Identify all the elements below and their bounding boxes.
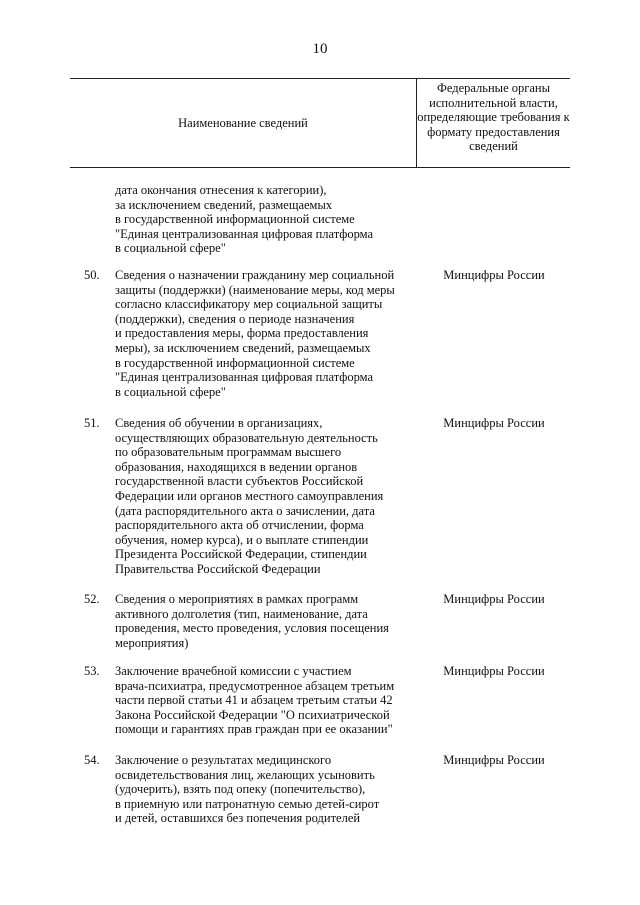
row-description: Сведения о назначении гражданину мер социальной защиты (поддержки) (наименование меры, код меры согласно классификатору мер социальной защиты (поддержки), сведения о периоде назначения и предоставления меры, форма предоставления меры), за исключением сведений, размещаемых в государственной информационной системе "Единая централизованная цифровая платформа в социальной сфере" [115,268,395,399]
header-column-name: Наименование сведений [178,115,308,130]
row-number: 54. [84,753,100,767]
header-column-authority: Федеральные органы исполнительной власти, определяющие требования к формату предоставления сведений [417,81,570,153]
row-authority: Минцифры России [443,416,545,430]
row-number: 51. [84,416,100,430]
row-number: 53. [84,664,100,678]
row-authority: Минцифры России [443,753,545,767]
row-number: 52. [84,592,100,606]
row-number: 50. [84,268,100,282]
row-description: Сведения об обучении в организациях, осуществляющих образовательную деятельность по образовательным программам высшего образования, находящихся в ведении органов государственной власти субъектов Российской Федерации или органов местного самоуправления (дата распорядительного акта о зачислении, дата распорядительного акта об отчислении, форма обучения, номер курса), и о выплате стипендии Президента Российской Федерации, стипендии Правительства Российской Федерации [115,416,384,576]
row-authority: Минцифры России [443,664,545,678]
page-number: 10 [312,41,328,57]
row-description: Заключение врачебной комиссии с участием врача-психиатра, предусмотренное абзацем третьим части первой статьи 41 и абзацем третьим статьи 42 Закона Российской Федерации "О психиатрической помощи и гарантиях прав граждан при ее оказании" [115,664,395,737]
row-authority: Минцифры России [443,592,545,606]
row-authority: Минцифры России [443,268,545,282]
row-description: Заключение о результатах медицинского освидетельствования лиц, желающих усыновить (удочерить), взять под опеку (попечительство), в приемную или патронатную семью детей-сирот и детей, оставшихся без попечения родителей [115,753,380,826]
row-description: дата окончания отнесения к категории), за исключением сведений, размещаемых в государственной информационной системе "Единая централизованная цифровая платформа в социальной сфере" [115,183,374,256]
table-header [70,78,570,168]
row-description: Сведения о мероприятиях в рамках программ активного долголетия (тип, наименование, дата проведения, место проведения, условия посещения мероприятия) [115,592,389,650]
